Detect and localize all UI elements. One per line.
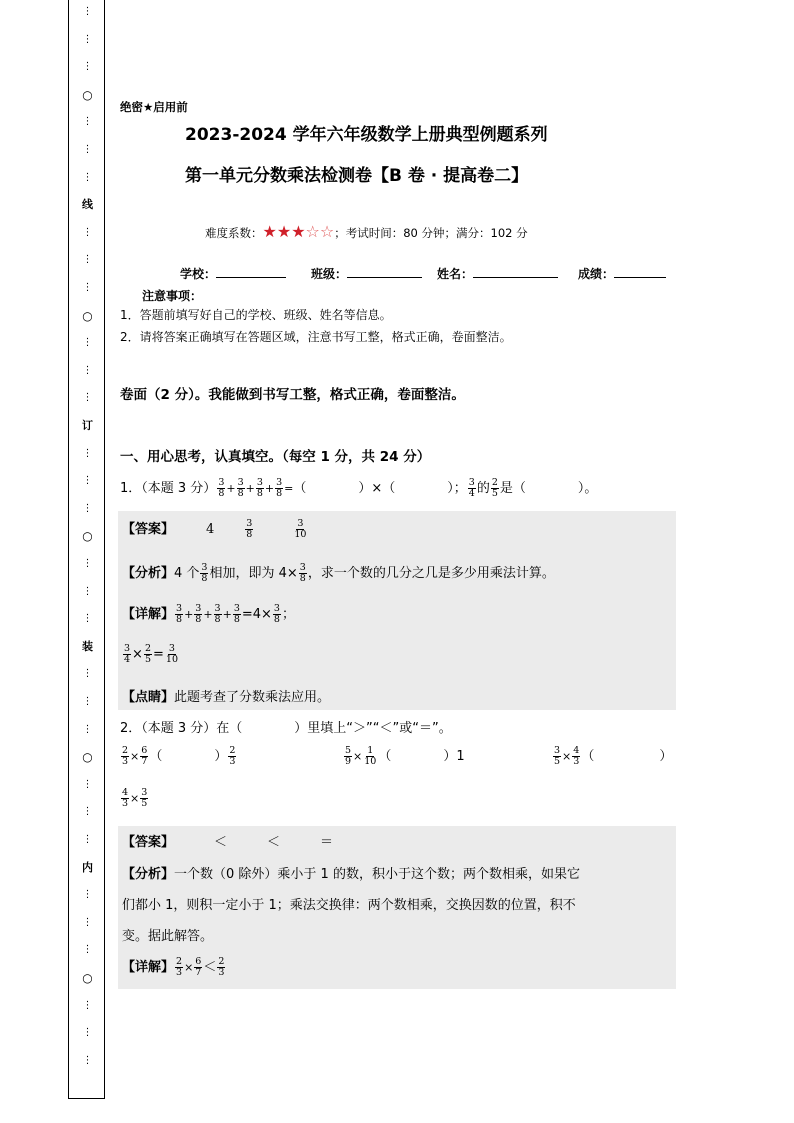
binding-dots: ⋮	[82, 1027, 93, 1039]
q1-calc: $\frac{3}{4}$ × $\frac{2}{5}$ = $\frac{3}{10}$	[124, 643, 178, 665]
fraction: $\frac{3}{8}$	[237, 477, 244, 499]
q1-detail: 【详解】 $\frac{3}{8}$ + $\frac{3}{8}$ + $\frac{3}{8}$ + $\frac{3}{8}$ =4× $\frac{3}{8}$ ；	[122, 603, 295, 625]
q2-analysis-line: 【分析】一个数（0 除外）乘小于 1 的数，积小于这个数；两个数相乘，如果它	[122, 867, 580, 882]
binding-hole-icon: ○	[82, 971, 93, 985]
binding-char: 订	[82, 419, 93, 432]
binding-dots: ⋮	[82, 61, 93, 73]
fraction: $\frac{3}{4}$	[468, 477, 475, 499]
difficulty-stars	[262, 222, 335, 241]
answer-blank[interactable]: 是（ ）。	[499, 481, 598, 496]
difficulty-label: 难度系数：	[205, 226, 263, 240]
q2-item: $\frac{5}{9}$ × $\frac{1}{10}$ （ ）1	[345, 745, 465, 767]
star-empty-icon: ☆	[319, 222, 335, 241]
section-heading: 一、用心思考，认真填空。（每空 1 分，共 24 分）	[120, 449, 431, 465]
binding-dots: ⋮	[82, 999, 93, 1011]
compare-blank[interactable]: （ ）1	[378, 749, 465, 764]
star-filled-icon: ★	[262, 222, 277, 241]
binding-char: 线	[82, 198, 93, 212]
fraction: $\frac{3}{8}$	[256, 477, 263, 499]
q1-remark: 【点睛】此题考查了分数乘法应用。	[122, 690, 331, 705]
binding-hole-icon: ○	[82, 529, 93, 544]
binding-dots: ⋮	[82, 944, 93, 956]
answer-fraction: $\frac{3}{8}$	[246, 518, 253, 540]
q2-detail: 【详解】 $\frac{2}{3}$ × $\frac{6}{7}$ ＜ $\frac{2}{3}$	[122, 956, 225, 978]
binding-dots: ⋮	[82, 1054, 93, 1066]
star-empty-icon: ☆	[305, 222, 320, 241]
q2-answer	[122, 831, 333, 850]
detail-tag: 【详解】	[122, 607, 175, 622]
q2-item: $\frac{2}{3}$ × $\frac{6}{7}$ （ ） $\frac{2}{3}$	[122, 745, 236, 767]
q1-analysis: 【分析】4 个 $\frac{3}{8}$ 相加，即为 4× $\frac{3}{8}$ ，求一个数的几分之几是多少用乘法计算。	[122, 562, 555, 584]
binding-dots: ⋮	[82, 226, 93, 238]
score-field[interactable]	[614, 266, 666, 278]
answer-tag: 【答案】	[122, 522, 175, 537]
question-2: 2．（本题 3 分）在（ ）里填上“＞”“＜”或“＝”。	[120, 721, 452, 736]
answer-value: ＜	[267, 835, 281, 850]
detail-tag: 【详解】	[122, 960, 175, 975]
secret-label: 绝密★启用前	[120, 100, 188, 114]
binding-char: 装	[82, 639, 93, 653]
school-label: 学校：	[180, 267, 217, 281]
surface-statement: 卷面（2 分）。我能做到书写工整，格式正确，卷面整洁。	[120, 387, 465, 403]
class-field[interactable]	[347, 266, 422, 278]
q2-item: $\frac{4}{3}$ × $\frac{3}{5}$	[122, 787, 148, 809]
q2-analysis-line: 们都小 1，则积一定小于 1；乘法交换律：两个数相乘，交换因数的位置，积不	[122, 898, 576, 913]
binding-hole-icon: ○	[82, 750, 93, 765]
answer-value: ＜	[214, 835, 228, 850]
binding-dots: ⋮	[82, 33, 93, 45]
answer-value: 4	[206, 522, 215, 537]
binding-dots: ⋮	[82, 889, 93, 901]
compare-blank[interactable]: （ ）	[581, 749, 673, 764]
fraction: $\frac{3}{8}$	[276, 477, 283, 499]
student-info-row	[180, 265, 680, 282]
q2-analysis-line: 变。据此解答。	[122, 929, 214, 944]
binding-dots: ⋮	[82, 144, 93, 155]
analysis-tag: 【分析】	[122, 867, 175, 882]
binding-dots: ⋮	[82, 171, 93, 183]
binding-dots: ⋮	[82, 447, 93, 459]
binding-dots: ⋮	[82, 916, 93, 928]
binding-dots: ⋮	[82, 337, 93, 349]
binding-hole-icon: ○	[82, 308, 93, 323]
binding-dots: ⋮	[82, 475, 93, 487]
school-field[interactable]	[216, 266, 286, 278]
binding-dots: ⋮	[82, 834, 93, 845]
binding-dots: ⋮	[82, 668, 93, 680]
analysis-tag: 【分析】	[122, 566, 175, 581]
fraction: $\frac{2}{5}$	[491, 477, 498, 499]
note-item: 2．请将答案正确填写在答题区域，注意书写工整，格式正确，卷面整洁。	[120, 330, 512, 344]
page-subtitle: 第一单元分数乘法检测卷【B 卷 · 提高卷二】	[185, 166, 529, 186]
binding-dots: ⋮	[82, 254, 93, 266]
binding-dots: ⋮	[82, 502, 93, 514]
question-prefix: 1．（本题 3 分）	[120, 481, 217, 496]
class-label: 班级：	[311, 267, 348, 281]
binding-hole-icon: ○	[82, 87, 93, 102]
remark-tag: 【点睛】	[122, 690, 175, 705]
answer-blanks[interactable]: （ ）×（ ）；	[293, 481, 467, 496]
name-label: 姓名：	[437, 267, 474, 281]
question-1: 1．（本题 3 分） $\frac{3}{8}$ + $\frac{3}{8}$ + $\frac{3}{8}$ + $\frac{3}{8}$ =（ ）×（ ）； $\frac{3}{4}$ 的 $\frac{2}{5}$ 是（ ）。	[120, 477, 598, 499]
binding-dots: ⋮	[82, 392, 93, 404]
binding-dots: ⋮	[82, 778, 93, 790]
binding-dots: ⋮	[82, 613, 93, 625]
binding-dots: ⋮	[82, 723, 93, 735]
exam-time-score: ；考试时间：80 分钟；满分：102 分	[334, 226, 528, 240]
binding-char: 内	[82, 860, 93, 874]
exam-meta	[205, 222, 528, 241]
page-title: 2023-2024 学年六年级数学上册典型例题系列	[185, 125, 548, 145]
binding-dots: ⋮	[82, 585, 93, 597]
binding-dots: ⋮	[82, 558, 93, 569]
q2-item: $\frac{3}{5}$ × $\frac{4}{3}$ （ ）	[554, 745, 673, 767]
binding-dots: ⋮	[82, 696, 93, 707]
q1-answer	[122, 518, 308, 540]
name-field[interactable]	[473, 266, 558, 278]
score-label: 成绩：	[578, 267, 615, 281]
fraction: $\frac{3}{8}$	[218, 477, 225, 499]
answer-fraction: $\frac{3}{10}$	[294, 518, 307, 540]
binding-dots: ⋮	[82, 282, 93, 293]
binding-dots: ⋮	[82, 116, 93, 128]
answer-tag: 【答案】	[122, 835, 175, 850]
binding-dots: ⋮	[82, 364, 93, 376]
notes-title: 注意事项：	[142, 289, 203, 303]
star-filled-icon: ★	[291, 222, 306, 241]
binding-dots: ⋮	[82, 6, 93, 17]
star-filled-icon: ★	[276, 222, 292, 241]
binding-dots: ⋮	[82, 806, 93, 818]
compare-blank[interactable]: （ ）	[149, 749, 228, 764]
binding-margin	[68, 0, 105, 1099]
answer-value: ＝	[320, 835, 334, 850]
note-item: 1．答题前填写好自己的学校、班级、姓名等信息。	[120, 308, 392, 322]
